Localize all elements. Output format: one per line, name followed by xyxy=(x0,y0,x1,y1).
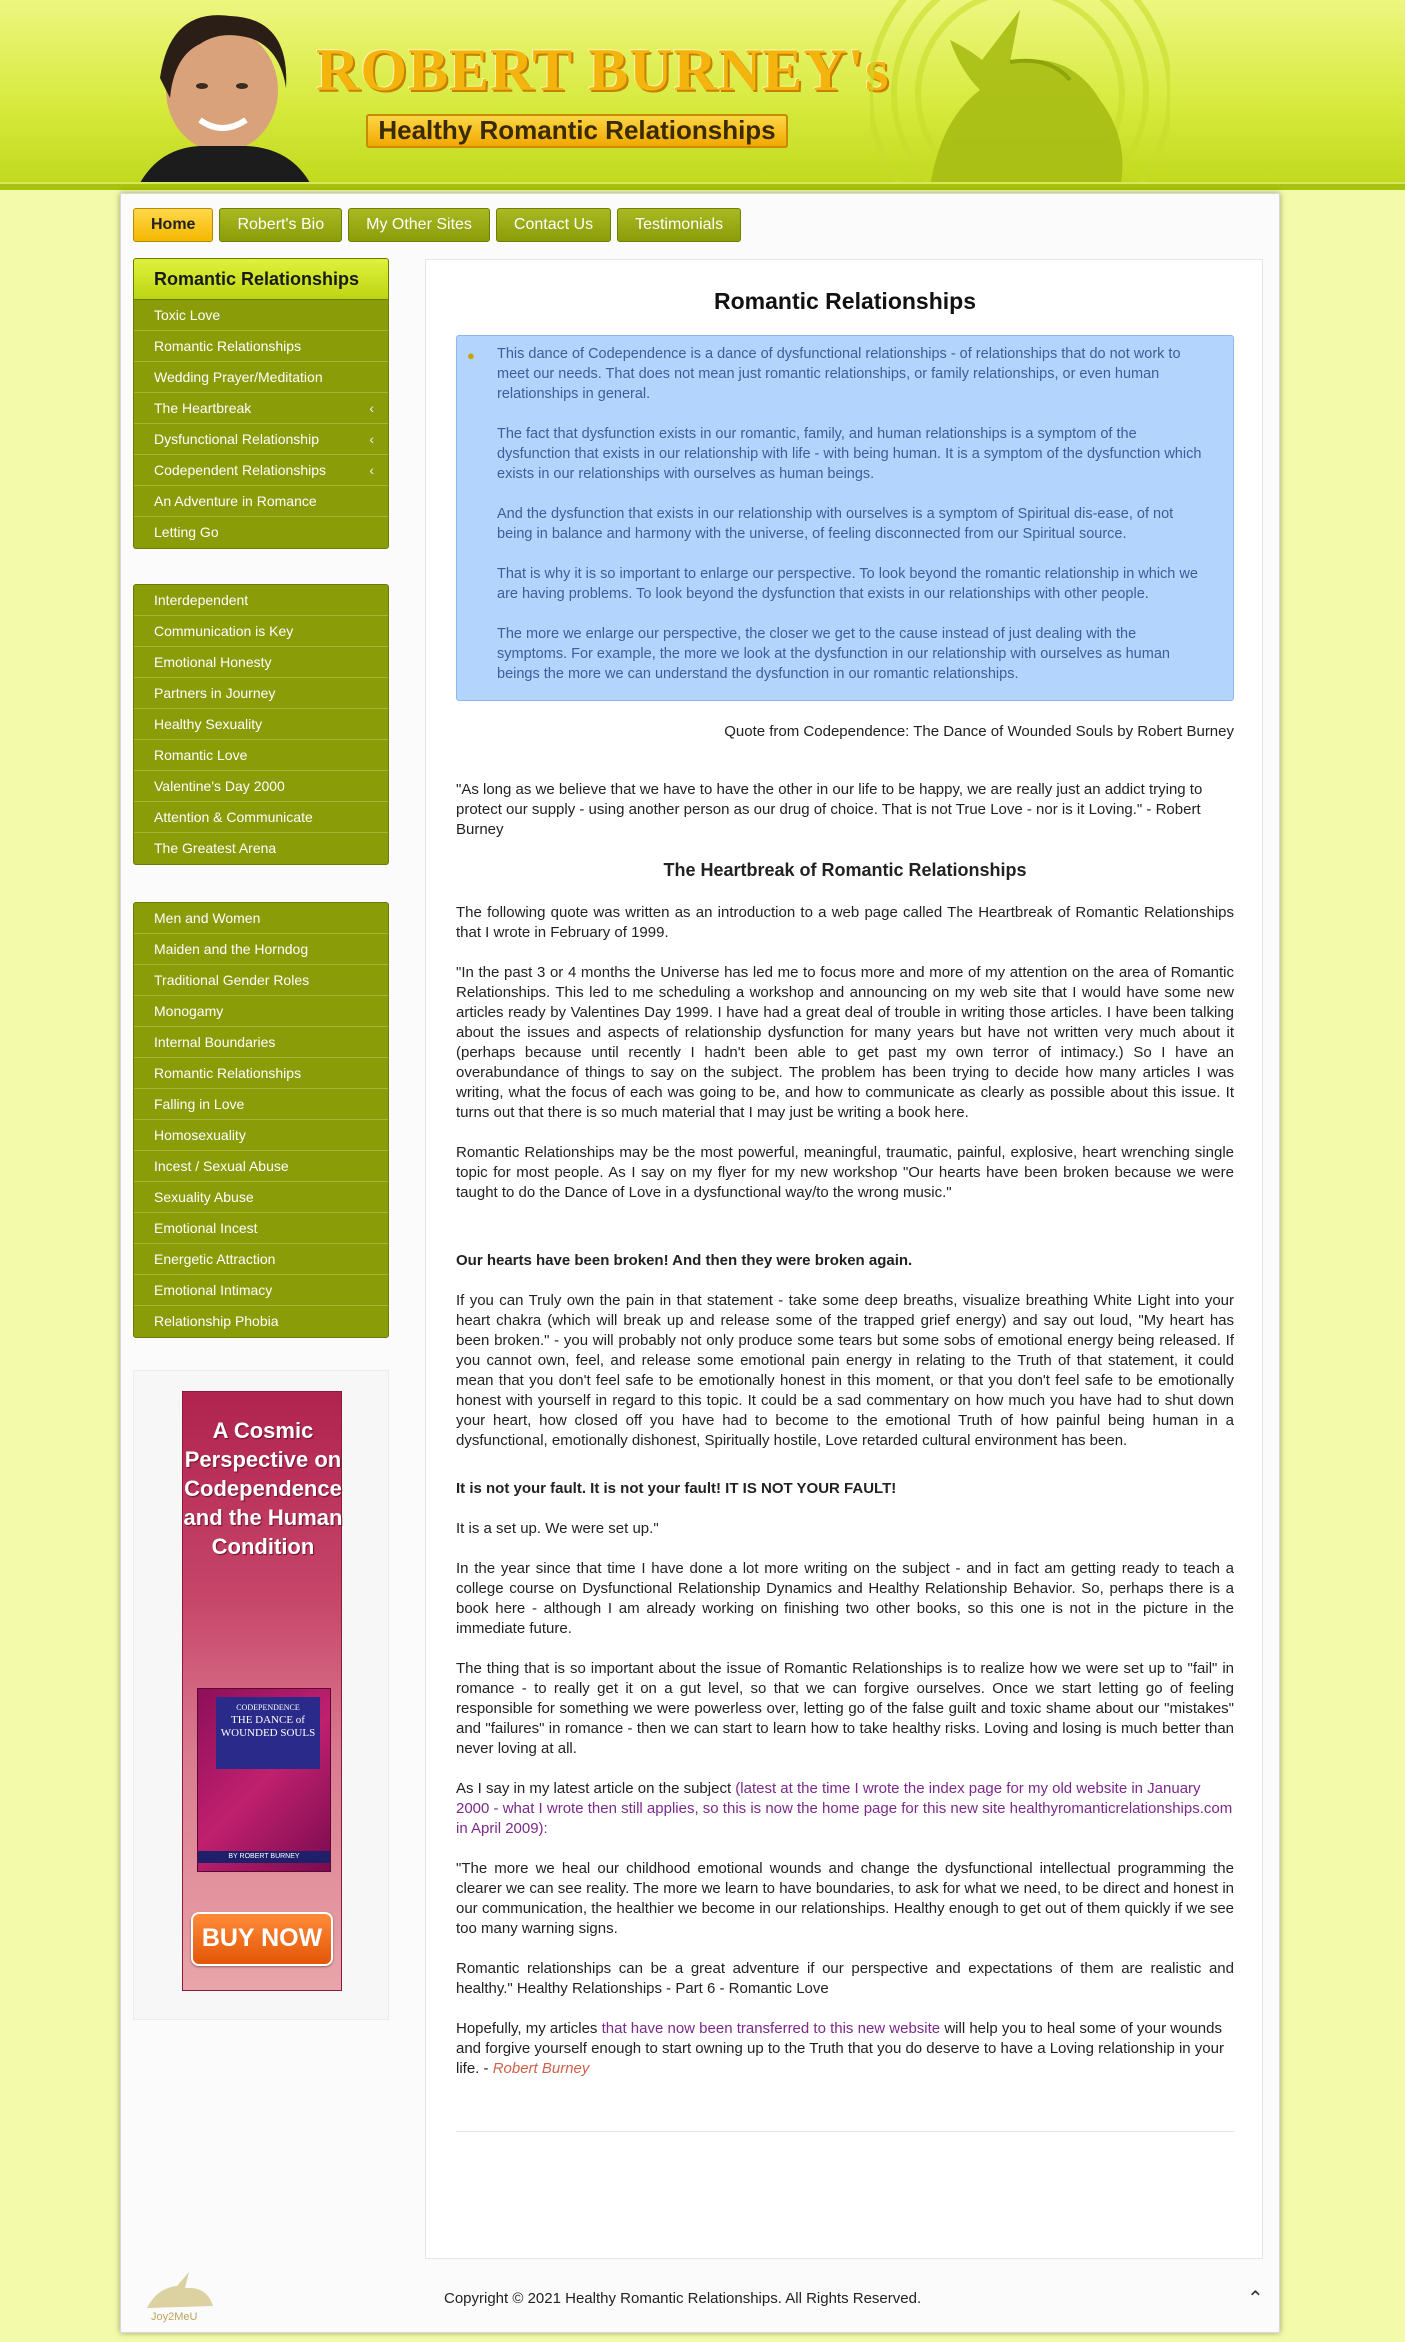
svg-text:Joy2MeU: Joy2MeU xyxy=(151,2311,198,2323)
quote-paragraph: That is why it is so important to enlarge our perspective. To look beyond the romantic relationship in which we are having problems. To look beyond the dysfunction that exists in our relationships with other people. xyxy=(497,566,1198,602)
quote-paragraph: The more we enlarge our perspective, the closer we get to the cause instead of just dealing with the symptoms. For example, the more we look at the dysfunction in our relationship with ourselves as human beings the more we can understand the dysfunction in our romantic relationships. xyxy=(497,626,1170,682)
paragraph: "The more we heal our childhood emotional wounds and change the dysfunctional intellectual programming the clearer we can see reality. The more we learn to have boundaries, to ask for what we need, to be direct and honest in our communication, the healthier we become in our relationships. Healthy enough to get out of them quickly if we see too many warning signs. xyxy=(456,1860,1234,1937)
sidebar-item[interactable]: The Heartbreak ‹ xyxy=(134,393,388,424)
chevron-left-icon[interactable]: ‹ xyxy=(369,400,374,416)
book-ad-banner[interactable] xyxy=(182,1391,342,1991)
ad-headline: A Cosmic Perspective on Codependence and the Human Condition xyxy=(183,1418,343,1559)
sidebar-item[interactable]: Maiden and the Horndog xyxy=(134,934,388,965)
page-frame xyxy=(120,193,1280,2333)
sidebar-heading[interactable]: Romantic Relationships xyxy=(134,259,388,300)
sidebar-item[interactable]: Sexuality Abuse xyxy=(134,1182,388,1213)
sidebar-item[interactable]: Monogamy xyxy=(134,996,388,1027)
nav-home[interactable]: Home xyxy=(133,208,213,242)
paragraph: In the year since that time I have done a lot more writing on the subject - and in fact am getting ready to teach a college course on Dysfunctional Relationship Dynamics and Healthy Relationship Behavior. So, perhaps there is a book here - although I am already working on finishing two other books, so this one is not in the picture in the immediate future. xyxy=(456,1560,1234,1637)
header-band xyxy=(0,182,1405,190)
chevron-left-icon[interactable]: ‹ xyxy=(369,462,374,478)
sidebar-item[interactable]: Romantic Relationships xyxy=(134,331,388,362)
sidebar-item[interactable]: The Greatest Arena xyxy=(154,840,277,856)
sidebar-item[interactable]: Incest / Sexual Abuse xyxy=(134,1151,388,1182)
quote-paragraph: This dance of Codependence is a dance of dysfunctional relationships - of relationships that do not work to meet our needs. That does not mean just romantic relationships, or family relationships, or even human relationships in general. xyxy=(497,346,1181,402)
page-title: Romantic Relationships xyxy=(714,288,976,314)
paragraph: If you can Truly own the pain in that statement - take some deep breaths, visualize breathing White Light into your heart chakra (which will break up and release some of the trapped grief energy) and say out loud, "My heart has been broken." - you will probably not only produce some tears but some sobs of emotional energy being released. If you cannot own, feel, and release some emotional pain energy in relating to the Truth of that statement, it could mean that you don't feel safe to be emotionally honest in this moment, or that you don't feel safe to be emotionally honest with yourself in regard to this topic. It could be a sad commentary on how much you have had to shut down your heart, how closed off you have had to become to the emotional Truth of how painful being human in a dysfunctional, emotionally dishonest, Spiritually hostile, Love retarded cultural environment has been. xyxy=(456,1292,1234,1449)
sidebar-item[interactable]: Interdependent xyxy=(134,585,388,616)
buy-now-button[interactable]: BUY NOW xyxy=(191,1912,333,1966)
sidebar-item[interactable]: Traditional Gender Roles xyxy=(134,965,388,996)
book-cover[interactable] xyxy=(197,1688,331,1872)
sidebar-item[interactable]: Letting Go xyxy=(154,524,219,540)
sidebar-item[interactable]: Romantic Relationships xyxy=(134,1058,388,1089)
site-header xyxy=(0,0,1405,190)
paragraph: Romantic Relationships may be the most powerful, meaningful, traumatic, painful, explosive, heart wrenching single topic for most people. As I say on my flyer for my new workshop "Our hearts have been broken because we were taught to do the Dance of Love in a dysfunctional way/to the wrong music." xyxy=(456,1144,1234,1201)
paragraph: The following quote was written as an introduction to a web page called The Heartbreak of Romantic Relationships that I wrote in February of 1999. xyxy=(456,904,1234,941)
paragraph: As I say in my latest article on the subject (latest at the time I wrote the index page for my old website in January 2000 - what I wrote then still applies, so this is now the home page for this new site healthyromanticrelationships.com in April 2009): xyxy=(456,1780,1233,1837)
sidebar-item[interactable]: Romantic Love xyxy=(134,740,388,771)
sidebar-item[interactable]: An Adventure in Romance xyxy=(134,486,388,517)
sidebar-item[interactable]: Homosexuality xyxy=(134,1120,388,1151)
sidebar-item[interactable]: Wedding Prayer/Meditation xyxy=(134,362,388,393)
sidebar-item[interactable]: Relationship Phobia xyxy=(154,1313,279,1329)
sidebar-item[interactable]: Emotional Intimacy xyxy=(134,1275,388,1306)
author-signature: Robert Burney xyxy=(492,2060,590,2077)
sidebar-item[interactable]: Men and Women xyxy=(134,903,388,934)
article-link[interactable]: (latest at the time I wrote the index page for my old website in January 2000 - what I wrote then still applies, so this is now the home page for this new site healthyromanticrelationships.com in April 2009): xyxy=(456,1780,1233,1837)
scroll-to-top-icon[interactable]: ⌃ xyxy=(1247,2288,1264,2310)
sidebar-item[interactable]: Valentine's Day 2000 xyxy=(134,771,388,802)
sidebar-item[interactable]: Partners in Journey xyxy=(134,678,388,709)
sidebar-item[interactable]: Attention & Communicate xyxy=(134,802,388,833)
paragraph: "In the past 3 or 4 months the Universe has led me to focus more and more of my attention on the area of Romantic Relationships. This led to me scheduling a workshop and announcing on my web site that I would have some new articles ready by Valentines Day 1999. I have had a great deal of trouble in writing those articles. I have been talking about the issues and aspects of relationship dysfunction for many years but have not written very much about it (perhaps because until recently I hadn't been able to get past my own terror of intimacy.) So I have an overabundance of things to say on the subject. The problem has been trying to decide how many articles I was writing, what the focus of each was going to be, and how to communicate as clearly as possible about this issue. It turns out that there is so much material that I may just be writing a book here. xyxy=(456,964,1234,1121)
nav-roberts-bio[interactable]: Robert's Bio xyxy=(219,208,342,242)
paragraph: The thing that is so important about the issue of Romantic Relationships is to realize how we were set up to "fail" in romance - to really get it on a gut level, so that we can forgive ourselves. Once we start letting go of feeling responsible for something we were powerless over, letting go of the false guilt and toxic shame about our "mistakes" and "failures" in romance - then we can start to learn how to take healthy risks. Loving and losing is much better than never loving at all. xyxy=(456,1660,1234,1757)
site-title: ROBERT BURNEY's xyxy=(316,37,890,103)
ad-container xyxy=(133,1370,389,2020)
sidebar-item[interactable]: Communication is Key xyxy=(134,616,388,647)
sidebar-item[interactable]: Toxic Love xyxy=(134,300,388,331)
sidebar-item[interactable]: Energetic Attraction xyxy=(134,1244,388,1275)
sidebar-item[interactable]: Dysfunctional Relationship ‹ xyxy=(134,424,388,455)
paragraph: Hopefully, my articles that have now been transferred to this new website will help you to heal some of your wounds and forgive yourself enough to start owning up to the Truth that you do deserve to have a Loving relationship in your life. - Robert Burney xyxy=(456,2020,1224,2077)
sidebar-menu-romantic xyxy=(133,258,389,549)
sidebar-item[interactable]: Emotional Incest xyxy=(134,1213,388,1244)
sidebar-item[interactable]: Falling in Love xyxy=(134,1089,388,1120)
site-subtitle: Healthy Romantic Relationships xyxy=(366,114,788,148)
bold-statement: It is not your fault. It is not your fault! IT IS NOT YOUR FAULT! xyxy=(456,1480,897,1497)
sidebar-menu-gender xyxy=(133,902,389,1338)
sidebar-item[interactable]: Internal Boundaries xyxy=(134,1027,388,1058)
unicorn-icon xyxy=(870,0,1170,188)
main-content xyxy=(425,259,1263,2259)
joy2meu-logo-icon[interactable] xyxy=(137,2268,227,2324)
sidebar-item[interactable]: Emotional Honesty xyxy=(134,647,388,678)
copyright-text: Copyright © 2021 Healthy Romantic Relationships. All Rights Reserved. xyxy=(444,2290,922,2307)
paragraph: "As long as we believe that we have to have the other in our life to be happy, we are really just an addict trying to protect our supply - using another person as our drug of choice. That is not True Love - nor is it Loving." - Robert Burney xyxy=(456,781,1203,838)
content-divider xyxy=(456,2131,1234,2132)
book-title: CODEPENDENCE THE DANCE of WOUNDED SOULS xyxy=(216,1697,320,1769)
robert-burney-portrait xyxy=(130,8,315,183)
quote-paragraph: And the dysfunction that exists in our relationship with ourselves is a symptom of Spiritual dis-ease, of not being in balance and harmony with the universe, of feeling disconnected from our Spiritual source. xyxy=(497,506,1174,542)
sidebar-item[interactable]: Healthy Sexuality xyxy=(134,709,388,740)
quote-box xyxy=(456,335,1234,701)
bold-statement: Our hearts have been broken! And then they were broken again. xyxy=(456,1252,913,1269)
quote-paragraph: The fact that dysfunction exists in our romantic, family, and human relationships is a symptom of the dysfunction that exists in our relationship with life - with being human. It is a symptom of the dysfunction which exists in our relationships with ourselves as human beings. xyxy=(497,426,1202,482)
lightbulb-icon: ● xyxy=(467,348,475,363)
chevron-left-icon[interactable]: ‹ xyxy=(369,431,374,447)
sidebar-item[interactable]: Codependent Relationships ‹ xyxy=(134,455,388,486)
top-nav xyxy=(133,208,741,242)
book-author: BY ROBERT BURNEY xyxy=(198,1851,330,1863)
section-heading: The Heartbreak of Romantic Relationships xyxy=(663,860,1027,880)
paragraph: It is a set up. We were set up." xyxy=(456,1520,659,1537)
nav-my-other-sites[interactable]: My Other Sites xyxy=(348,208,490,242)
paragraph: Romantic relationships can be a great adventure if our perspective and expectations of them are realistic and healthy." Healthy Relationships - Part 6 - Romantic Love xyxy=(456,1960,1234,1997)
transferred-articles-link[interactable]: that have now been transferred to this new website xyxy=(601,2020,941,2037)
article-body xyxy=(456,780,1234,2132)
sidebar-menu-healthy xyxy=(133,584,389,865)
nav-testimonials[interactable]: Testimonials xyxy=(617,208,741,242)
nav-contact-us[interactable]: Contact Us xyxy=(496,208,611,242)
quote-attribution: Quote from Codependence: The Dance of Wounded Souls by Robert Burney xyxy=(724,723,1234,740)
